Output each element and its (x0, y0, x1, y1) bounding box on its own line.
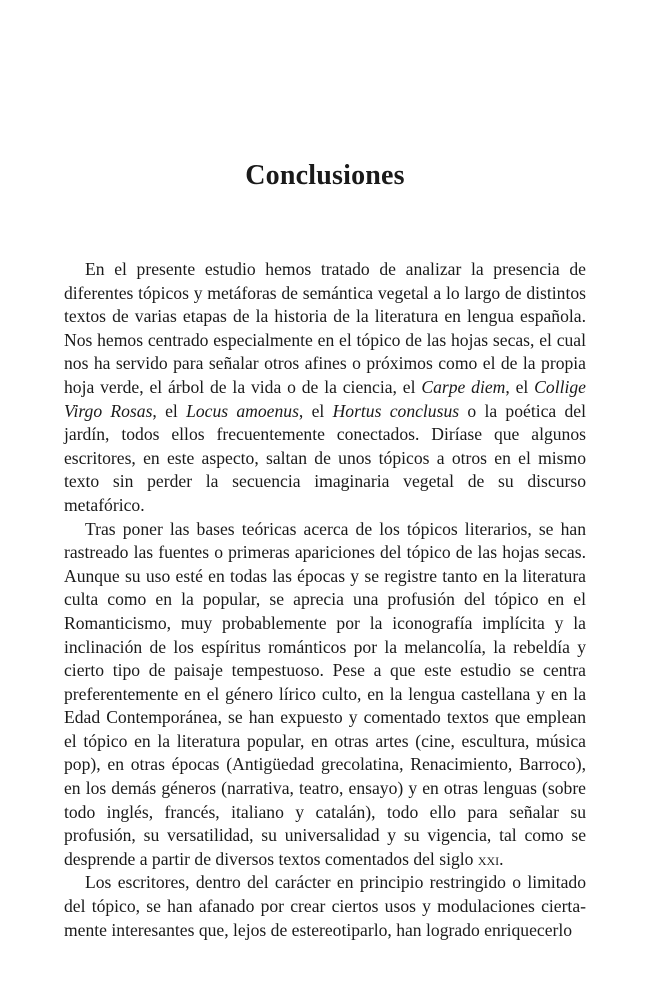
paragraph-2 (64, 518, 586, 872)
italic-term-locus-amoenus: Locus amoenus (186, 400, 299, 421)
italic-term-collige-virgo-rosas: Collige Virgo Rosas (64, 376, 586, 421)
text-run: . (499, 848, 504, 869)
text-run: Tras poner las bases teóricas acerca de los tópicos literarios, se han rastreado las fuentes o primeras apariciones del tópico de las hojas secas. Aunque su uso esté en todas las épocas y se registre tanto en la literatura culta como en la popular, se aprecia una profusión del tópico en el Romanticismo, muy probablemente por la iconografía implícita y la inclinación de los espíritus románticos por la melancolía, la rebeldía y cierto tipo de paisaje tempestuoso. Pese a que este estudio se centra preferentemente en el género lírico culto, en la lengua castellana y en la Edad Contemporánea, se han expuesto y comentado textos que emplean el tópico en la literatura popular, en otras artes (cine, escultura, música pop), en otras épocas (Antigüedad grecolatina, Renacimiento, Barroco), en los demás géneros (narrativa, teatro, ensayo) y en otras lenguas (sobre todo inglés, francés, italiano y catalán), todo ello para señalar su profusión, su versatilidad, su universalidad y su vigencia, tal como se desprende a partir de diversos textos comentados del siglo (64, 518, 586, 869)
italic-term-carpe-diem: Carpe diem (421, 376, 506, 397)
text-run: , el (152, 400, 187, 421)
text-run: Los escritores, dentro del carácter en principio restringido o limitado del tópico, se han afanado por crear ciertos usos y modulaciones ciertamente interesantes que, lejos de estereotiparlo, han logrado enriquecerlo (64, 872, 586, 940)
text-run: , el (505, 376, 535, 397)
text-run: o la poética del jardín, todos ellos frecuentemente conectados. Diríase que algunos escritores, en este aspecto, saltan de unos tópicos a otros en el mismo texto sin perder la secuencia imaginaria vegetal de su discurso metafórico. (64, 400, 586, 515)
text-run: , el (298, 400, 333, 421)
chapter-title: Conclusiones (245, 160, 405, 191)
text-run: En el presente estudio hemos tratado de analizar la presencia de diferentes tópicos y metáforas de semántica vegetal a lo largo de distintos textos de varias etapas de la historia de la literatura en lengua española. Nos hemos centrado especialmente en el tópico de las hojas secas, el cual nos ha servido para señalar otros afines o próximos como el de la propia hoja verde, el árbol de la vida o de la ciencia, el (64, 259, 586, 397)
century-numeral: xxi (477, 848, 500, 869)
body-text (64, 258, 586, 942)
paragraph-1 (64, 258, 586, 518)
italic-term-hortus-conclusus: Hortus conclusus (332, 400, 460, 421)
paragraph-3 (64, 871, 586, 942)
